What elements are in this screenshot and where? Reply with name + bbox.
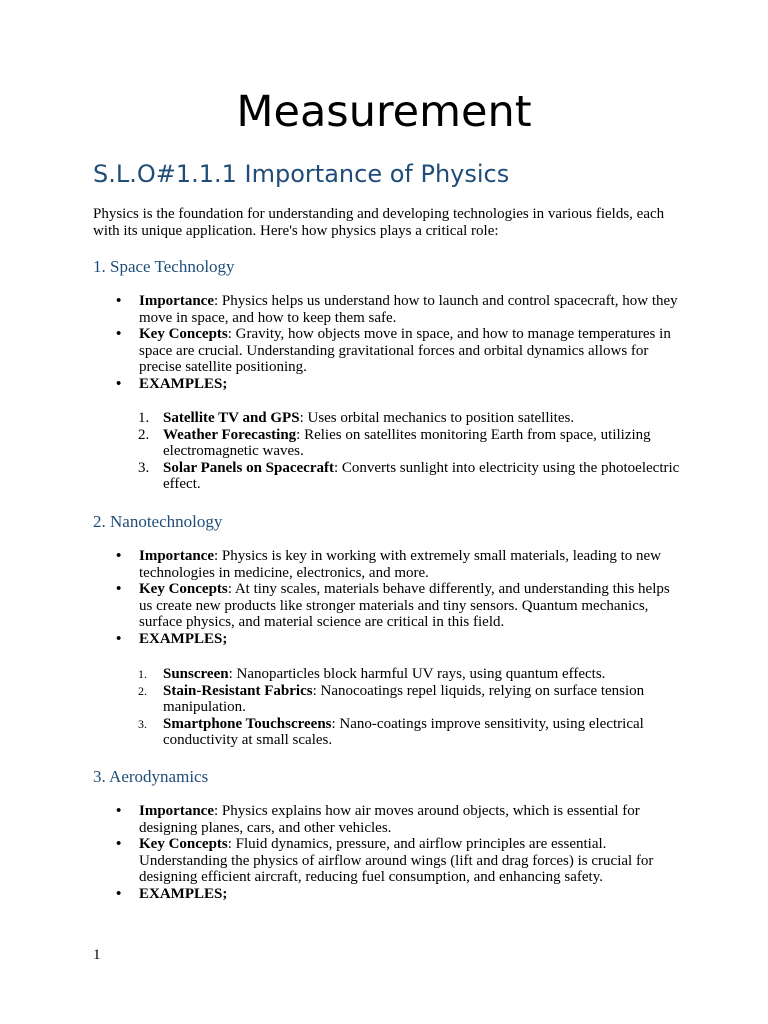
bullet-icon: •	[116, 326, 122, 343]
example-term: Sunscreen	[163, 666, 229, 682]
example-text: : Nanocoatings repel liquids, relying on surface tension manipulation.	[163, 682, 645, 716]
page-number: 1	[93, 947, 101, 963]
example-term: Smartphone Touchscreens	[163, 715, 332, 732]
bullet-term: EXAMPLES;	[139, 375, 228, 392]
example-text: : Converts sunlight into electricity using the photoelectric effect.	[163, 459, 680, 493]
section-heading-aerodynamics: 3. Aerodynamics	[93, 767, 209, 786]
slo-heading: S.L.O#1.1.1 Importance of Physics	[93, 160, 510, 188]
bullet-term: Key Concepts	[139, 326, 228, 343]
example-text: : Relies on satellites monitoring Earth from space, utilizing electromagnetic waves.	[163, 426, 651, 460]
list-item	[116, 666, 686, 683]
bullet-term: EXAMPLES;	[139, 885, 228, 902]
intro-paragraph: Physics is the foundation for understanding and developing technologies in various fields, each with its unique application. Here's how physics plays a critical role:	[93, 206, 665, 239]
list-item	[116, 683, 686, 716]
bullet-icon: •	[116, 630, 122, 647]
bullet-icon: •	[116, 375, 122, 392]
list-item	[116, 886, 686, 903]
bullet-term: Key Concepts	[139, 836, 228, 853]
example-term: Solar Panels on Spacecraft	[163, 459, 334, 476]
nanotechnology-examples	[116, 666, 686, 749]
list-item	[116, 460, 686, 493]
bullet-text: : Fluid dynamics, pressure, and airflow principles are essential. Understanding the physics of airflow around wings (lift and drag forces) is crucial for designing efficient aircraft, reducing fuel consumption, and enhancing safety.	[139, 836, 654, 886]
list-item	[116, 716, 686, 749]
bullet-term: Importance	[139, 293, 214, 309]
bullet-term: EXAMPLES;	[139, 630, 228, 647]
space-technology-bullets	[116, 293, 686, 393]
aerodynamics-bullets	[116, 803, 686, 903]
list-item	[116, 293, 686, 326]
bullet-icon: •	[116, 836, 122, 853]
list-number: 1.	[138, 667, 147, 681]
list-item	[116, 836, 686, 886]
bullet-icon: •	[116, 803, 122, 819]
example-text: : Nanoparticles block harmful UV rays, using quantum effects.	[228, 666, 606, 682]
list-number: 2.	[138, 683, 147, 698]
bullet-text: : Gravity, how objects move in space, and how to manage temperatures in space are crucial. Understanding gravitational forces and orbital dynamics allows for precise satellite positioning.	[139, 326, 671, 376]
document-title: Measurement	[236, 87, 532, 137]
list-item	[116, 631, 686, 648]
bullet-term: Key Concepts	[139, 581, 228, 598]
bullet-text: : At tiny scales, materials behave differently, and understanding this helps us create new products like stronger materials and tiny sensors. Quantum mechanics, surface physics, and material science are critical in this field.	[139, 581, 670, 631]
example-term: Weather Forecasting	[163, 426, 297, 443]
list-item	[116, 548, 686, 581]
section-heading-space-technology: 1. Space Technology	[93, 257, 235, 276]
list-item	[116, 581, 686, 631]
bullet-text: : Physics is key in working with extremely small materials, leading to new technologies in medicine, electronics, and more.	[139, 548, 662, 581]
bullet-icon: •	[116, 293, 122, 309]
list-item	[116, 427, 686, 460]
bullet-text: : Physics helps us understand how to launch and control spacecraft, how they move in space, and how to keep them safe.	[139, 293, 678, 326]
bullet-text: : Physics explains how air moves around objects, which is essential for designing planes, cars, and other vehicles.	[139, 803, 640, 836]
list-item	[116, 803, 686, 836]
list-item	[116, 376, 686, 393]
list-number: 1.	[138, 410, 150, 426]
bullet-term: Importance	[139, 548, 214, 564]
bullet-icon: •	[116, 548, 122, 564]
space-technology-examples	[116, 410, 686, 493]
example-text: : Uses orbital mechanics to position satellites.	[299, 410, 575, 426]
section-heading-nanotechnology: 2. Nanotechnology	[93, 512, 223, 531]
list-number: 3.	[138, 459, 150, 476]
list-number: 3.	[138, 716, 147, 731]
example-term: Stain-Resistant Fabrics	[163, 682, 313, 699]
list-item	[116, 326, 686, 376]
bullet-term: Importance	[139, 803, 214, 819]
example-term: Satellite TV and GPS	[163, 410, 300, 426]
bullet-icon: •	[116, 581, 122, 598]
example-text: : Nano-coatings improve sensitivity, using electrical conductivity at small scales.	[163, 715, 644, 749]
list-number: 2.	[138, 426, 150, 443]
nanotechnology-bullets	[116, 548, 686, 648]
bullet-icon: •	[116, 885, 122, 902]
list-item	[116, 410, 686, 427]
